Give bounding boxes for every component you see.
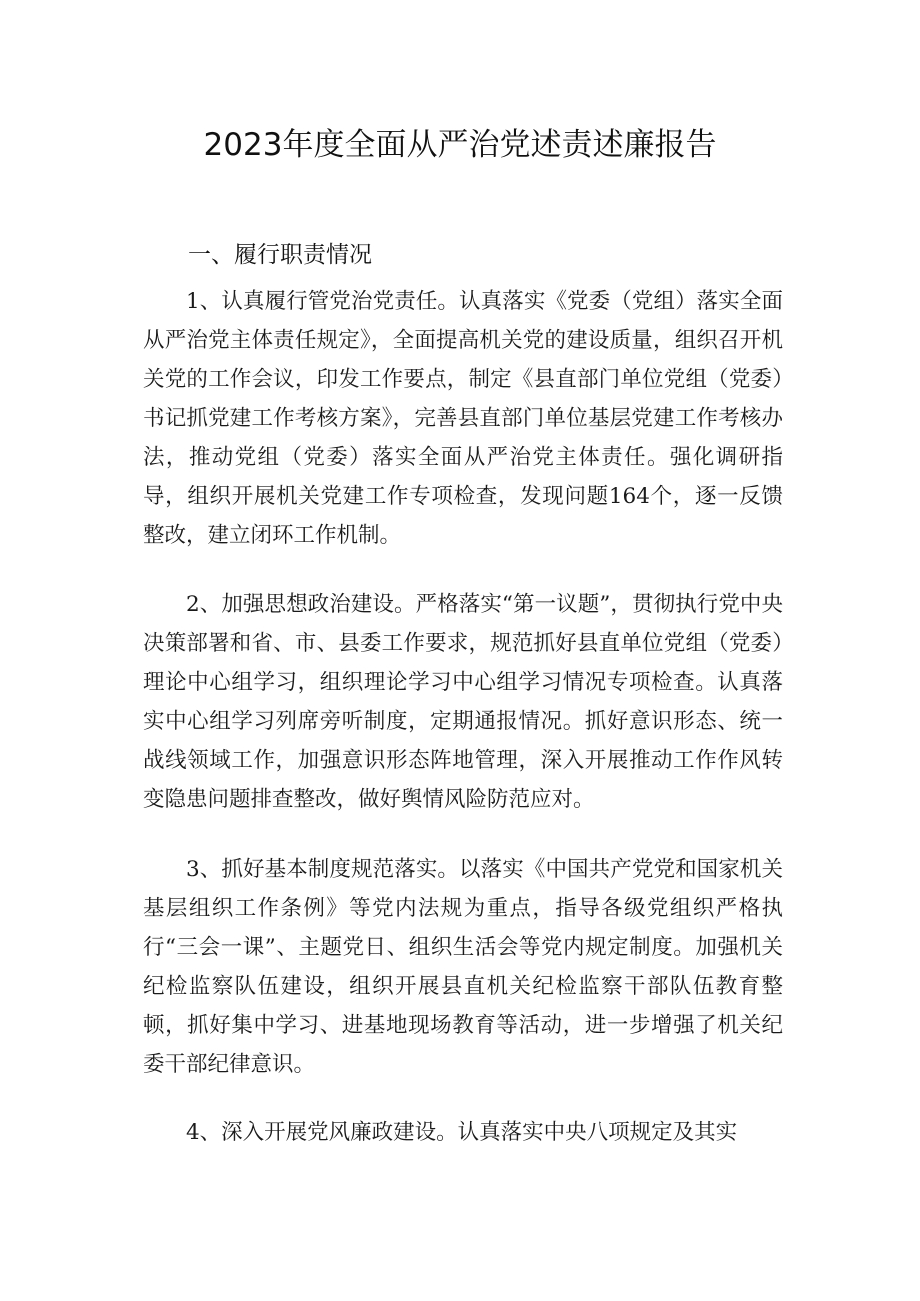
paragraph-4: 4、深入开展党风廉政建设。认真落实中央八项规定及其实	[186, 1120, 738, 1145]
paragraph-2: 2、加强思想政治建设。严格落实“第一议题”，贯彻执行党中央决策部署和省、市、县委工作要求，规范抓好县直单位党组（党委）理论中心组学习，组织理论学习中心组学习情况专项检查。认真落实中心组学习列席旁听制度，定期通报情况。抓好意识形态、统一战线领域工作，加强意识形态阵地管理，深入开展推动工作作风转变隐患问题排查整改，做好舆情风险防范应对。	[143, 592, 783, 812]
document-title: 2023年度全面从严治党述责述廉报告	[203, 127, 717, 163]
section-heading: 一、履行职责情况	[188, 242, 372, 268]
paragraph-1: 1、认真履行管党治党责任。认真落实《党委（党组）落实全面从严治党主体责任规定》，全面提高机关党的建设质量，组织召开机关党的工作会议，印发工作要点，制定《县直部门单位党组（党委）书记抓党建工作考核方案》，完善县直部门单位基层党建工作考核办法，推动党组（党委）落实全面从严治党主体责任。强化调研指导，组织开展机关党建工作专项检查，发现问题164个，逐一反馈整改，建立闭环工作机制。	[143, 289, 783, 548]
paragraph-3: 3、抓好基本制度规范落实。以落实《中国共产党党和国家机关基层组织工作条例》等党内法规为重点，指导各级党组织严格执行“三会一课”、主题党日、组织生活会等党内规定制度。加强机关纪检监察队伍建设，组织开展县直机关纪检监察干部队伍教育整顿，抓好集中学习、进基地现场教育等活动，进一步增强了机关纪委干部纪律意识。	[143, 857, 783, 1077]
